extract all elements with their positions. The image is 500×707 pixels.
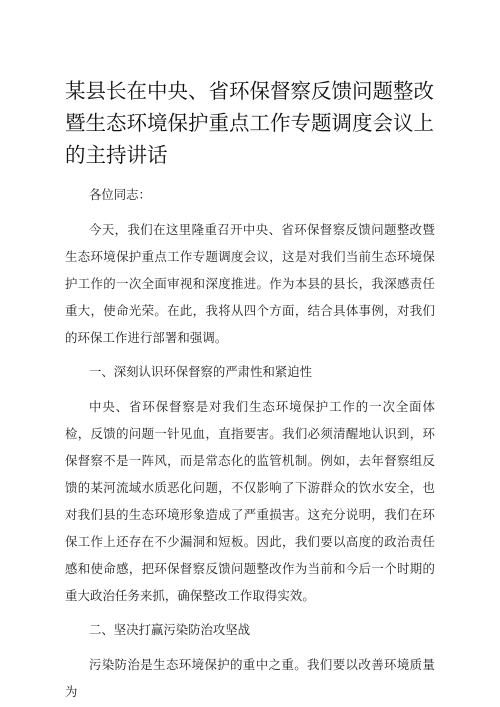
section-heading-2: 二、坚决打赢污染防治攻坚战 [89, 622, 251, 637]
document-title: 某县长在中央、省环保督察反馈问题整改暨生态环境保护重点工作专题调度会议上的主持讲话 [65, 79, 434, 167]
paragraph-section-1: 中央、省环保督察是对我们生态环境保护工作的一次全面体检，反馈的问题一针见血，直指要害。我们必须清醒地认识到，环保督察不是一阵风，而是常态化的监管机制。例如，去年督察组反馈的某河流域水质恶化问题，不仅影响了下游群众的饮水安全，也对我们县的生态环境形象造成了严重损害。这充分说明，我们在环保工作上还存在不少漏洞和短板。因此，我们要以高度的政治责任感和使命感，把环保督察反馈问题整改作为当前和今后一个时期的重大政治任务来抓，确保整改工作取得实效。 [65, 399, 435, 603]
paragraph-intro: 今天，我们在这里隆重召开中央、省环保督察反馈问题整改暨生态环境保护重点工作专题调度会议，这是对我们当前生态环境保护工作的一次全面审视和深度推进。作为本县的县长，我深感责任重大，使命光荣。在此，我将从四个方面，结合具体事例，对我们的环保工作进行部署和强调。 [65, 222, 435, 345]
paragraph-section-2: 污染防治是生态环境保护的重中之重。我们要以改善环境质量为 [65, 657, 435, 699]
section-heading-1: 一、深刻认识环保督察的严肃性和紧迫性 [89, 364, 313, 379]
salutation: 各位同志： [89, 187, 151, 202]
